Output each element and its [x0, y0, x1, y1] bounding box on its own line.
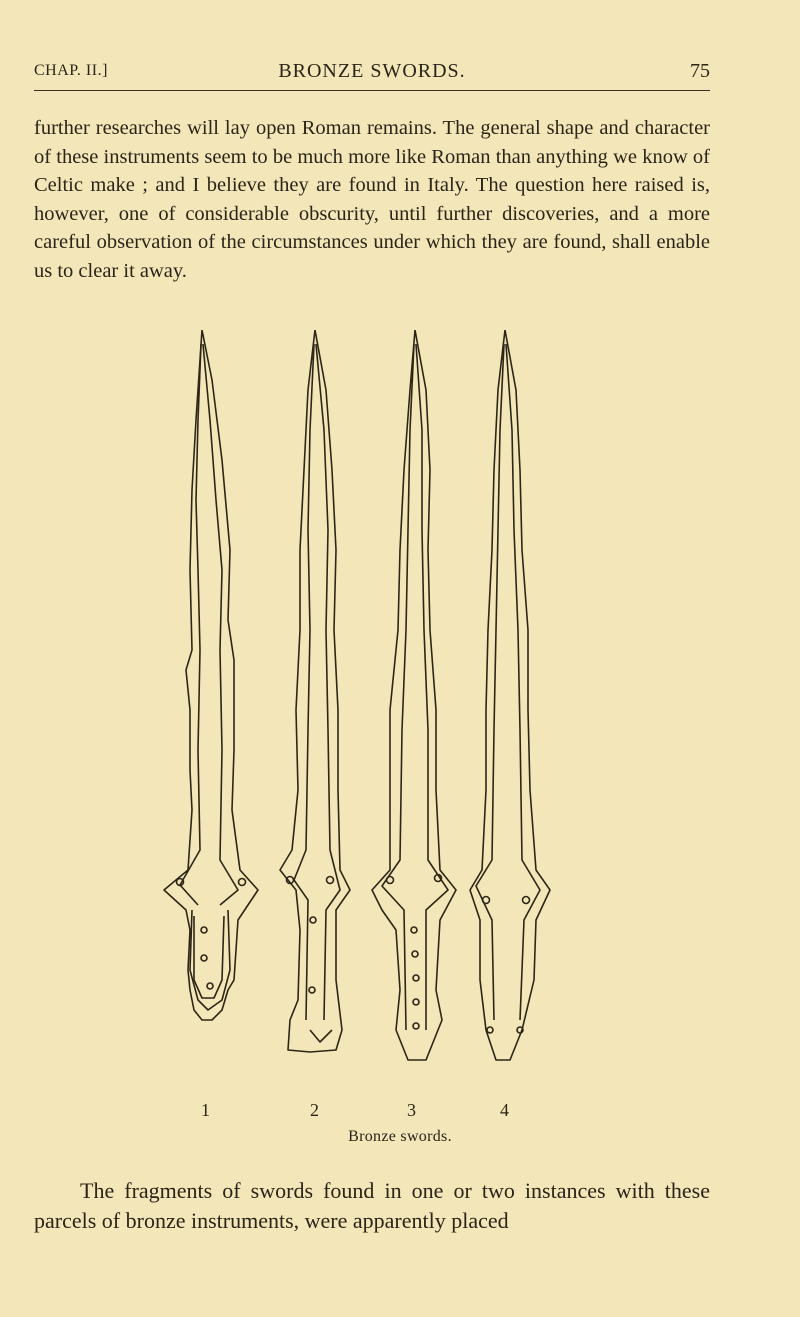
sword-4: [470, 330, 550, 1060]
chapter-label: CHAP. II.]: [34, 62, 108, 79]
figure-number-1: 1: [201, 1100, 210, 1120]
body-paragraph-1: further researches will lay open Roman remains. The general shape and character of these instruments seem to be much more like Roman than anything we know of Celtic make ; and I believe they are found in Italy. The question here raised is, however, one of considerable obscurity, until further discoveries, and a more careful observation of the circumstances under which they are found, shall enable us to clear it away.: [34, 117, 710, 282]
sword-1: [164, 330, 258, 1020]
sword-2: [280, 330, 350, 1052]
figure-number-3: 3: [407, 1100, 416, 1120]
page-title: BRONZE SWORDS.: [278, 60, 466, 82]
bronze-swords-illustration: [150, 330, 590, 1100]
figure-number-4: 4: [500, 1100, 509, 1120]
page-number: 75: [690, 60, 710, 82]
running-header: [34, 60, 710, 91]
figure-number-2: 2: [310, 1100, 319, 1120]
figure-caption: Bronze swords.: [348, 1128, 452, 1145]
body-paragraph-2: The fragments of swords found in one or two instances with these parcels of bronze instruments, were apparently placed: [34, 1178, 710, 1233]
sword-3: [372, 330, 456, 1060]
swords-drawing: [150, 330, 590, 1100]
